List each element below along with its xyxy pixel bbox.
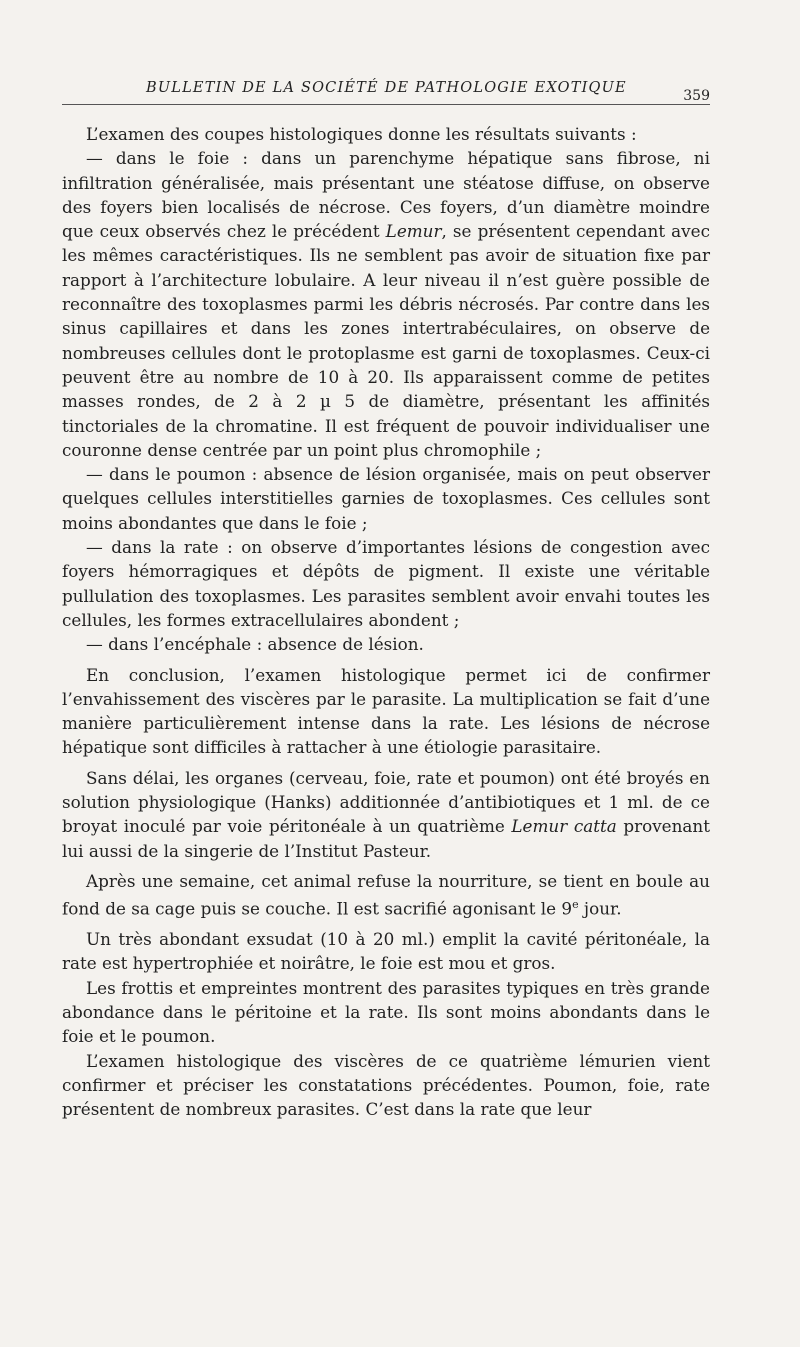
paragraph-apres-semaine: Après une semaine, cet animal refuse la nourriture, se tient en boule au fond de sa cage puis se couche. Il est sacrifié agonisant le 9e jour. [62, 870, 710, 919]
paragraph-1: L’examen des coupes histologiques donne les résultats suivants : [86, 124, 637, 144]
running-title: BULLETIN DE LA SOCIÉTÉ DE PATHOLOGIE EXOTIQUE [146, 80, 627, 96]
paragraph-conclusion: En conclusion, l’examen histologique permet ici de confirmer l’envahissement des viscères par le parasite. La multiplication se fait d’une manière particulièrement intense dans la rate. Les lésions de nécrose hépatique sont difficiles à rattacher à une étiologie parasitaire. [62, 664, 710, 758]
paragraph-foie: — dans le foie : dans un parenchyme hépatique sans fibrose, ni infiltration généralisée, mais présentant une stéatose diffuse, on observe des foyers bien localisés de nécrose. Ces foyers, d’un diamètre moindre que ceux observés chez le précédent Lemur, se présentent cependant avec les mêmes caractéristiques. Ils ne semblent pas avoir de situation fixe par rapport à l’architecture lobulaire. A leur niveau il n’est guère possible de reconnaître des toxoplasmes parmi les débris nécrosés. Par contre dans les sinus capillaires et dans les zones intertrabéculaires, on observe de nombreuses cellules dont le protoplasme est garni de toxoplasmes. Ceux-ci peuvent être au nombre de 10 à 20. Ils apparaissent comme de petites masses rondes, de 2 à 2 µ 5 de diamètre, présentant les affinités tinctoriales de la chromatine. Il est fréquent de pouvoir individualiser une couronne dense centrée par un point plus chromophile ; [62, 148, 710, 460]
paragraph-rate: — dans la rate : on observe d’importantes lésions de congestion avec foyers hémorragiques et dépôts de pigment. Il existe une véritable pullulation des toxoplasmes. Les parasites semblent avoir envahi toutes les cellules, les formes extracellulaires abondent ; [62, 537, 710, 630]
paragraph-exsudat: Un très abondant exsudat (10 à 20 ml.) emplit la cavité péritonéale, la rate est hypertrophiée et noirâtre, le foie est mou et gros. [62, 929, 710, 974]
paragraph-encephale: — dans l’encéphale : absence de lésion. [86, 634, 424, 655]
running-header [62, 78, 710, 105]
paragraph-examen-quatrieme: L’examen histologique des viscères de ce quatrième lémurien vient confirmer et préciser les constatations précédentes. Poumon, foie, rate présentent de nombreux parasites. C’est dans la rate que leur [62, 1050, 710, 1120]
body-text [62, 122, 710, 1121]
paragraph-sans-delai: Sans délai, les organes (cerveau, foie, rate et poumon) ont été broyés en solution physiologique (Hanks) additionnée d’antibiotiques et 1 ml. de ce broyat inoculé par voie péritonéale à un quatrième Lemur catta provenant lui aussi de la singerie de l’Institut Pasteur. [62, 767, 710, 861]
paragraph-frottis: Les frottis et empreintes montrent des parasites typiques en très grande abondance dans le péritoine et la rate. Ils sont moins abondants dans le foie et le poumon. [62, 977, 710, 1047]
paragraph-poumon: — dans le poumon : absence de lésion organisée, mais on peut observer quelques cellules interstitielles garnies de toxoplasmes. Ces cellules sont moins abondantes que dans le foie ; [62, 464, 710, 533]
page-number: 359 [683, 88, 710, 104]
